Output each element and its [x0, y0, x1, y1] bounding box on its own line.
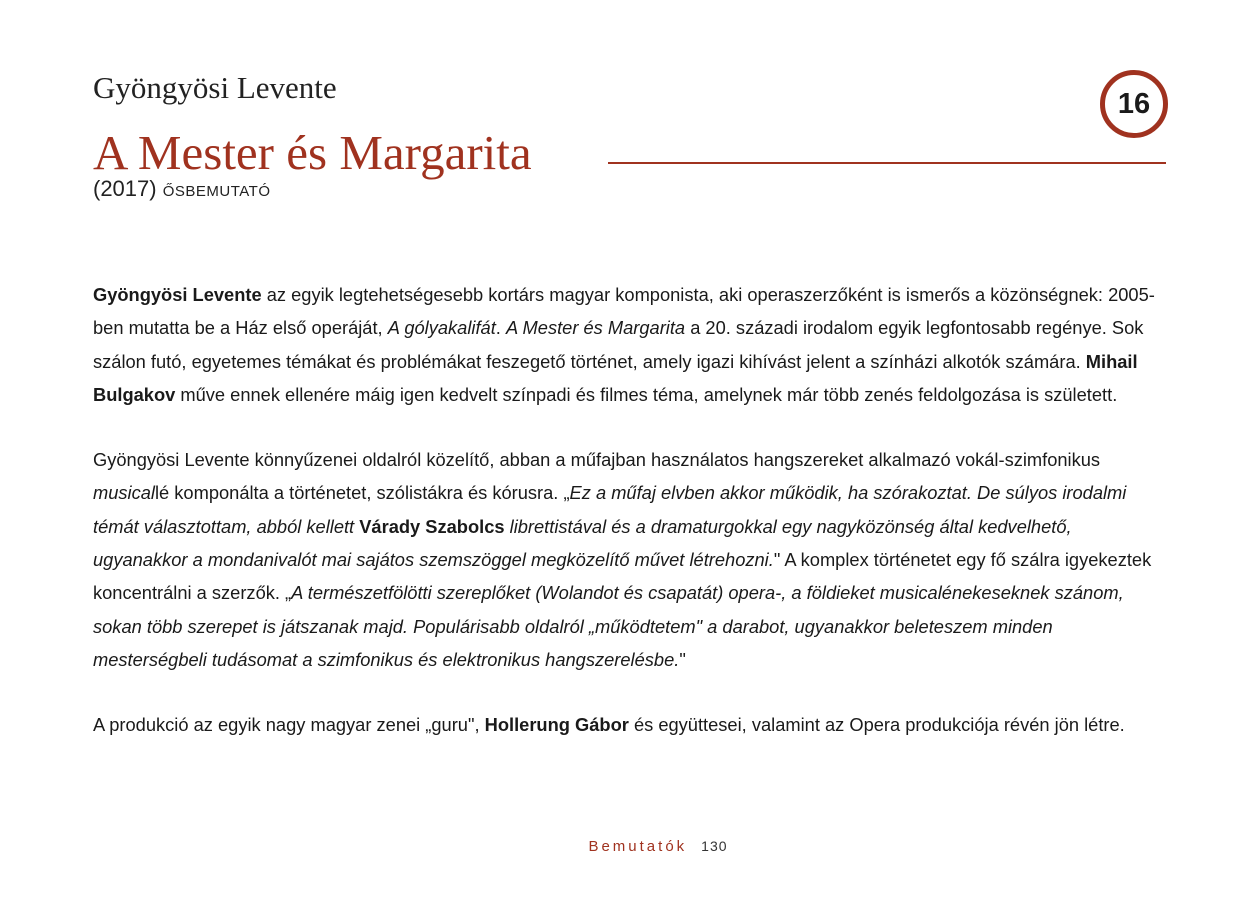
- composer-mention: Gyöngyösi Levente: [93, 284, 262, 305]
- paragraph-2: [93, 443, 1165, 676]
- premiere-year: (2017): [93, 176, 157, 201]
- composer-name: Gyöngyösi Levente: [93, 70, 337, 105]
- footer-section: Bemutatók: [588, 838, 688, 855]
- text-span: " A komplex történetet egy fő szálra igyekeztek koncentrálni a szerzők. „: [93, 549, 1152, 604]
- paragraph-3: [93, 708, 1165, 741]
- subtitle: [93, 176, 271, 202]
- text-span: műve ennek ellenére máig igen kedvelt színpadi és filmes téma, amelynek már több zenés feldolgozása is született.: [175, 383, 1118, 405]
- genre-term: musical: [93, 482, 155, 504]
- conductor-mention: Hollerung Gábor: [484, 714, 629, 736]
- text-span: lé komponálta a történetet, szólistákra és kórusra. „: [154, 482, 570, 504]
- text-span: .: [495, 317, 506, 339]
- novel-title: A Mester és Margarita: [505, 317, 686, 339]
- text-span: és együttesei, valamint az Opera produkciója révén jön létre.: [628, 714, 1125, 736]
- quote-part: A természetfölötti szereplőket (Wolandot és csapatát) opera-, a földieket musicalénekeseknek szánom, sokan több szerepet is játszanak majd. Populárisabb oldalról „működtetem" a darabot, ugyanakkor beleteszem minden mesterségbeli tudásomat a szimfonikus és elektronikus hangszerelésbe.: [93, 582, 1124, 670]
- text-span: az egyik legtehetségesebb kortárs magyar komponista, aki operaszerzőként is ismerős a közönségnek: 2005-ben mutatta be a Ház első operáját,: [93, 284, 1155, 339]
- quote-part: Ez a műfaj elvben akkor működik, ha szórakoztat. De súlyos irodalmi témát választottam, abból kellett: [93, 482, 1127, 537]
- page-number: 130: [701, 838, 728, 854]
- paragraph-1: [93, 278, 1165, 411]
- number-badge: 16: [1100, 70, 1168, 138]
- author-mention: Mihail Bulgakov: [93, 350, 1138, 405]
- article-body: [93, 278, 1165, 774]
- quote-part: librettistával és a dramaturgokkal egy nagyközönség által kedvelhető, ugyanakkor a mondanivalót mai sajátos szemszöggel megközelítő művet létrehozni.: [93, 515, 1072, 571]
- text-span: Gyöngyösi Levente könnyűzenei oldalról közelítő, abban a műfajban használatos hangszereket alkalmazó vokál-szimfonikus: [93, 449, 1101, 471]
- premiere-type: ŐSBEMUTATÓ: [162, 183, 271, 200]
- page-footer: [0, 838, 1260, 855]
- text-span: ": [679, 648, 686, 670]
- text-span: A produkció az egyik nagy magyar zenei „guru",: [93, 714, 485, 736]
- text-span: a 20. századi irodalom egyik legfontosabb regénye. Sok szálon futó, egyetemes témákat és problémákat feszegető történet, amely igazi kihívást jelent a színházi alkotók számára.: [93, 317, 1144, 372]
- title-divider: [608, 162, 1166, 164]
- opera-title: A gólyakalifát: [387, 317, 496, 339]
- page-title: A Mester és Margarita: [93, 125, 532, 180]
- librettist-mention: Várady Szabolcs: [359, 515, 505, 537]
